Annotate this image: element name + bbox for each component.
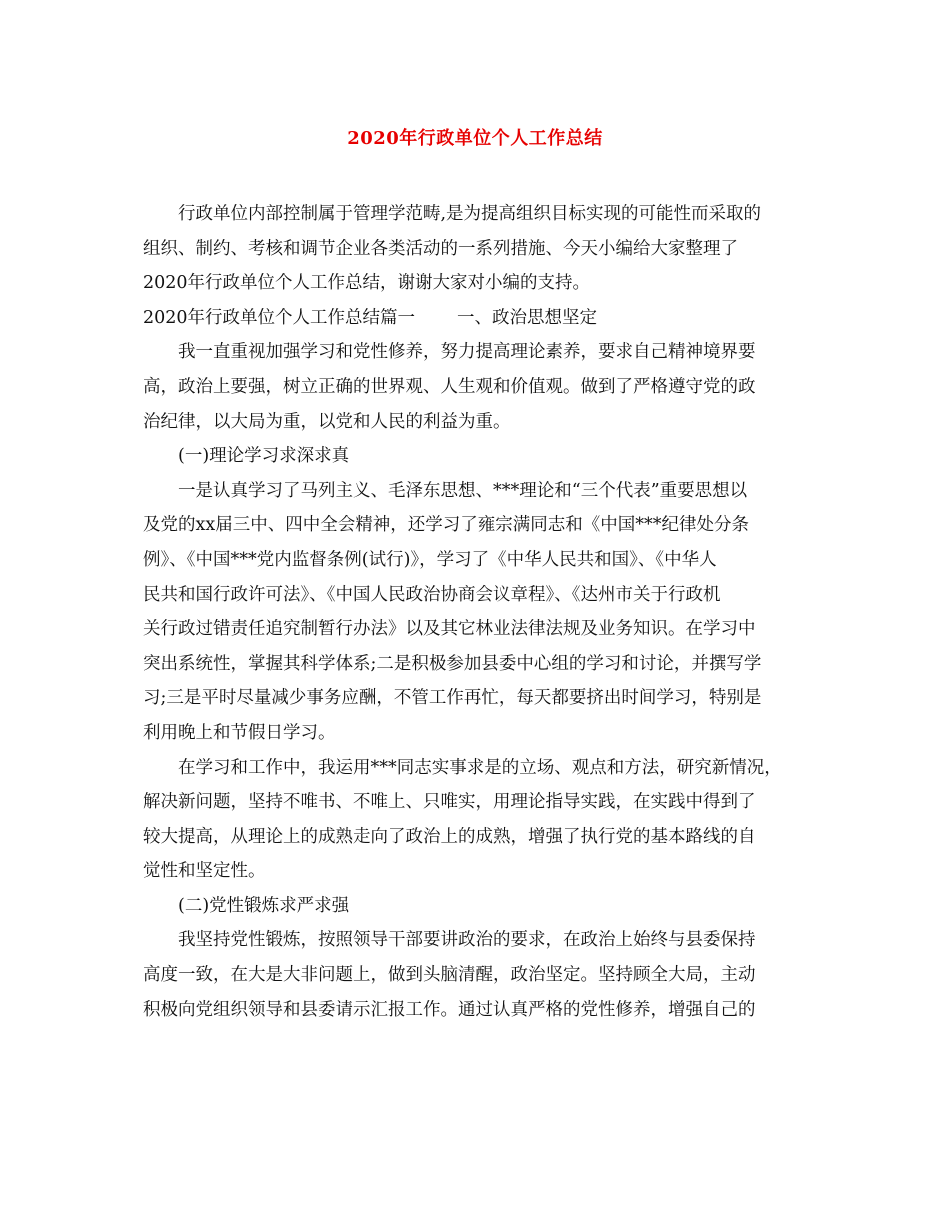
body-line: 民共和国行政许可法》、《中国人民政治协商会议章程》、《达州市关于行政机 (143, 584, 721, 605)
body-line: 较大提高，从理论上的成熟走向了政治上的成熟，增强了执行党的基本路线的自 (143, 826, 756, 847)
body-line: 2020年行政单位个人工作总结，谢谢大家对小编的支持。 (143, 273, 591, 294)
subsection-heading: (一)理论学习求深求真 (178, 446, 350, 467)
document-body (143, 197, 815, 1027)
body-line: 习;三是平时尽量减少事务应酬，不管工作再忙，每天都要挤出时间学习，特别是 (143, 688, 762, 709)
section-subheading: 一、政治思想坚定 (457, 307, 598, 328)
body-line: 觉性和坚定性。 (143, 861, 266, 882)
body-line: 及党的xx届三中、四中全会精神，还学习了雍宗满同志和《中国***纪律处分条 (143, 515, 749, 536)
body-line: 解决新问题，坚持不唯书、不唯上、只唯实，用理论指导实践，在实践中得到了 (143, 792, 756, 813)
body-line: 利用晚上和节假日学习。 (143, 722, 336, 743)
section-heading-line (143, 301, 815, 336)
body-line: 一是认真学习了马列主义、毛泽东思想、***理论和“三个代表”重要思想以 (178, 480, 748, 501)
body-line: 高，政治上要强，树立正确的世界观、人生观和价值观。做到了严格遵守党的政 (143, 376, 756, 397)
body-line: 组织、制约、考核和调节企业各类活动的一系列措施、今天小编给大家整理了 (143, 238, 738, 259)
subsection-heading: (二)党性锻炼求严求强 (178, 895, 350, 916)
body-line: 高度一致，在大是大非问题上，做到头脑清醒，政治坚定。坚持顾全大局，主动 (143, 965, 756, 986)
body-line: 例》、《中国***党内监督条例(试行)》，学习了《中华人民共和国》、《中华人 (143, 549, 717, 570)
body-line: 关行政过错责任追究制暂行办法》以及其它林业法律法规及业务知识。在学习中 (143, 619, 756, 640)
body-line: 我坚持党性锻炼，按照领导干部要讲政治的要求，在政治上始终与县委保持 (178, 930, 756, 951)
body-line: 突出系统性，掌握其科学体系;二是积极参加县委中心组的学习和讨论，并撰写学 (143, 653, 762, 674)
section-heading: 2020年行政单位个人工作总结篇一 (143, 307, 416, 328)
body-line: 我一直重视加强学习和党性修养，努力提高理论素养，要求自己精神境界要 (178, 342, 756, 363)
body-line: 治纪律，以大局为重，以党和人民的利益为重。 (143, 411, 511, 432)
document-title: 2020年行政单位个人工作总结 (347, 128, 603, 149)
body-line: 积极向党组织领导和县委请示汇报工作。通过认真严格的党性修养，增强自己的 (143, 999, 756, 1020)
body-line: 行政单位内部控制属于管理学范畴,是为提高组织目标实现的可能性而采取的 (178, 204, 762, 224)
body-line: 在学习和工作中，我运用***同志实事求是的立场、观点和方法，研究新情况， (178, 757, 782, 778)
